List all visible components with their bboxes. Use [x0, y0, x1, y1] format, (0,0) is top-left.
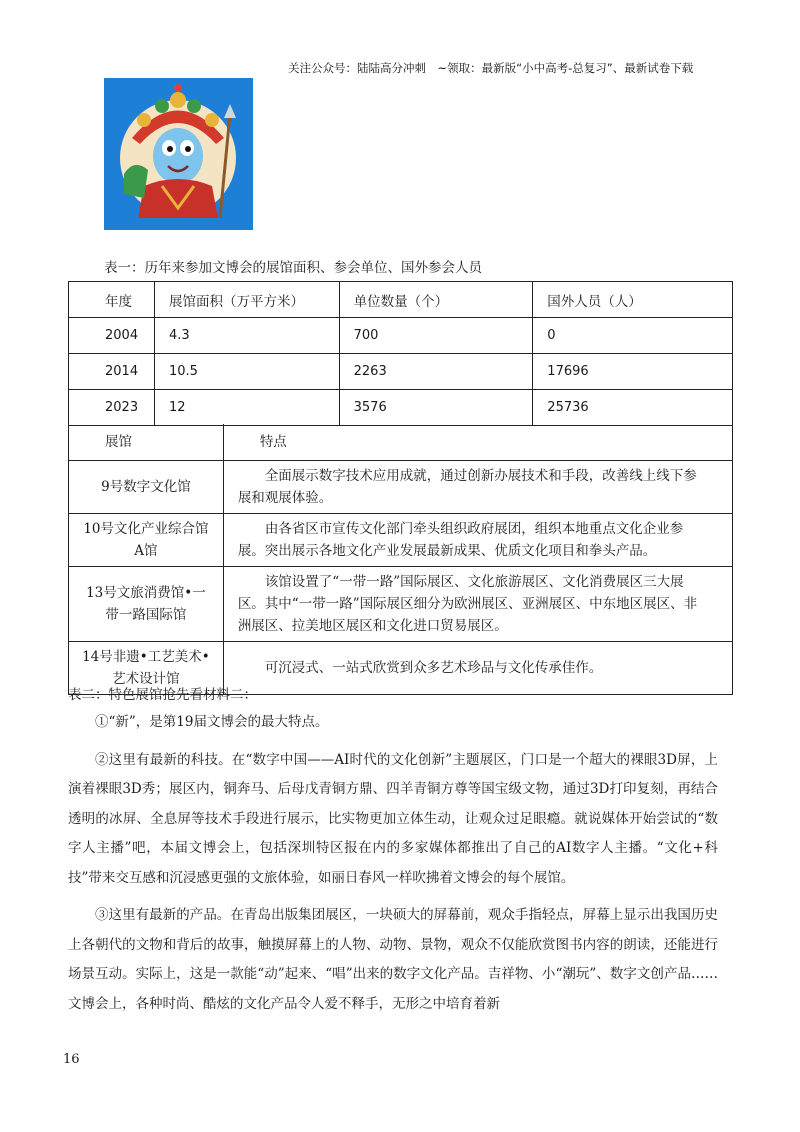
featured-halls-table — [68, 424, 733, 695]
paragraph: ①“新”，是第19届文博会的最大特点。 — [95, 714, 329, 730]
cell-area: 4.3 — [154, 318, 339, 354]
cell-hall-name: 14号非遗•工艺美术•艺术设计馆 — [69, 641, 224, 694]
table2-caption: 表二：特色展馆抢先看材料二： — [68, 687, 257, 703]
exhibition-stats-table — [68, 281, 733, 426]
cell-hall-feature: 全面展示数字技术应用成就，通过创新办展技术和手段，改善线上线下参展和观展体验。 — [223, 460, 732, 513]
cell-area: 12 — [154, 390, 339, 426]
table-row — [69, 566, 733, 641]
cell-units: 3576 — [339, 390, 533, 426]
paragraph: ③这里有最新的产品。在青岛出版集团展区，一块硕大的屏幕前，观众手指轻点，屏幕上显示出我国历史上各朝代的文物和背后的故事，触摸屏幕上的人物、动物、景物，观众不仅能欣赏图书内容的朗读，还能进行场景互动。实际上，这是一款能“动”起来、“唱”出来的数字文化产品。吉祥物、小“潮玩”、数字文创产品……文博会上，各种时尚、酷炫的文化产品令人爱不释手，无形之中培育着新 — [68, 907, 718, 1012]
cell-hall-name: 9号数字文化馆 — [69, 460, 224, 513]
table-row — [69, 460, 733, 513]
cell-foreign: 17696 — [533, 354, 733, 390]
cell-year: 2004 — [69, 318, 155, 354]
paragraph: ②这里有最新的科技。在“数字中国——AI时代的文化创新”主题展区，门口是一个超大的裸眼3D屏，上演着裸眼3D秀；展区内，铜奔马、后母戊青铜方鼎、四羊青铜方尊等国宝级文物，通过3D打印复刻，再结合透明的冰屏、全息屏等技术手段进行展示，比实物更加立体生动，让观众过足眼瘾。就说媒体开始尝试的“数字人主播”吧，本届文博会上，包括深圳特区报在内的多家媒体都推出了自己的AI数字人主播。“文化+科技”带来交互感和沉浸感更强的文旅体验，如丽日春风一样吹拂着文博会的每个展馆。 — [68, 751, 718, 886]
table-row — [69, 318, 733, 354]
mascot-illustration — [104, 78, 253, 230]
table-row — [69, 513, 733, 566]
header-area: 展馆面积（万平方米） — [154, 282, 339, 318]
cell-foreign: 25736 — [533, 390, 733, 426]
header-feature: 特点 — [223, 424, 732, 460]
page-number: 16 — [63, 1052, 80, 1067]
table-row — [69, 390, 733, 426]
header-hall: 展馆 — [69, 424, 224, 460]
table-header-row — [69, 424, 733, 460]
article-body — [68, 708, 718, 1019]
cell-area: 10.5 — [154, 354, 339, 390]
cell-year: 2014 — [69, 354, 155, 390]
table-row — [69, 354, 733, 390]
cell-hall-feature: 该馆设置了“一带一路”国际展区、文化旅游展区、文化消费展区三大展区。其中“一带一路”国际展区细分为欧洲展区、亚洲展区、中东地区展区、非洲展区、拉美地区展区和文化进口贸易展区。 — [223, 566, 732, 641]
cell-units: 700 — [339, 318, 533, 354]
header-foreign: 国外人员（人） — [533, 282, 733, 318]
header-note: 关注公众号：陆陆高分冲刺 ~领取：最新版“小中高考-总复习”、最新试卷下载 — [288, 61, 694, 75]
cell-hall-name: 13号文旅消费馆•一带一路国际馆 — [69, 566, 224, 641]
cell-hall-feature: 可沉浸式、一站式欣赏到众多艺术珍品与文化传承佳作。 — [223, 641, 732, 694]
cell-hall-name: 10号文化产业综合馆A馆 — [69, 513, 224, 566]
cell-units: 2263 — [339, 354, 533, 390]
table1-caption: 表一：历年来参加文博会的展馆面积、参会单位、国外参会人员 — [104, 260, 482, 276]
table-header-row — [69, 282, 733, 318]
header-year: 年度 — [69, 282, 155, 318]
cell-hall-feature: 由各省区市宣传文化部门牵头组织政府展团，组织本地重点文化企业参展。突出展示各地文化产业发展最新成果、优质文化项目和拳头产品。 — [223, 513, 732, 566]
cell-foreign: 0 — [533, 318, 733, 354]
cell-year: 2023 — [69, 390, 155, 426]
header-units: 单位数量（个） — [339, 282, 533, 318]
